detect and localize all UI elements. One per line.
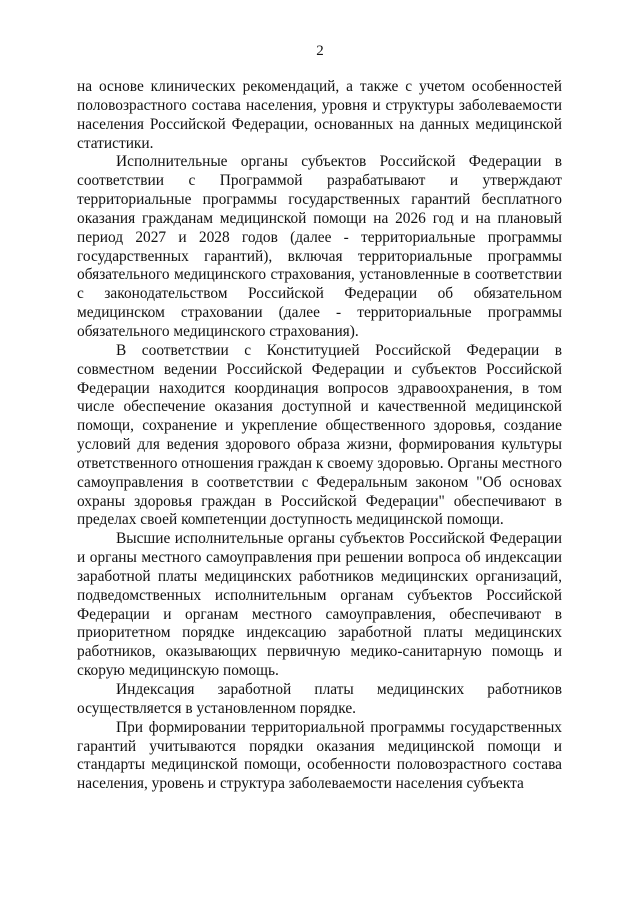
- page-number: 2: [316, 43, 324, 59]
- paragraph-territorial-programs: Исполнительные органы субъектов Российской Федерации в соответствии с Программой разрабатывают и утверждают территориальные программы государственных гарантий бесплатного оказания гражданам медицинской помощи на 2026 год и на плановый период 2027 и 2028 годов (далее - территориальные программы государственных гарантий), включая территориальные программы обязательного медицинского страхования, установленные в соответствии с законодательством Российской Федерации об обязательном медицинском страховании (далее - территориальные программы обязательного медицинского страхования).: [77, 153, 562, 340]
- paragraph-salary-indexation: Высшие исполнительные органы субъектов Российской Федерации и органы местного самоуправления при решении вопроса об индексации заработной платы медицинских работников медицинских организаций, подведомственных исполнительным органам субъектов Российской Федерации и органам местного самоуправления, обеспечивают в приоритетном порядке индексацию заработной платы медицинских работников, оказывающих первичную медико-санитарную помощь и скорую медицинскую помощь.: [77, 530, 562, 680]
- paragraph-continuation: на основе клинических рекомендаций, а также с учетом особенностей половозрастного состава населения, уровня и структуры заболеваемости населения Российской Федерации, основанных на данных медицинской статистики.: [77, 78, 562, 152]
- document-body: [77, 78, 562, 794]
- paragraph-program-formation: При формировании территориальной программы государственных гарантий учитываются порядки оказания медицинской помощи и стандарты медицинской помощи, особенности половозрастного состава населения, уровень и структура заболеваемости населения субъекта: [77, 718, 562, 793]
- paragraph-constitution: В соответствии с Конституцией Российской Федерации в совместном ведении Российской Федерации и субъектов Российской Федерации находится координация вопросов здравоохранения, в том числе обеспечение оказания доступной и качественной медицинской помощи, сохранение и укрепление общественного здоровья, создание условий для ведения здорового образа жизни, формирования культуры ответственного отношения граждан к своему здоровью. Органы местного самоуправления в соответствии с Федеральным законом "Об основах охраны здоровья граждан в Российской Федерации" обеспечивают в пределах своей компетенции доступность медицинской помощи.: [77, 341, 562, 529]
- paragraph-indexation-procedure: Индексация заработной платы медицинских работников осуществляется в установленном порядке.: [77, 681, 562, 717]
